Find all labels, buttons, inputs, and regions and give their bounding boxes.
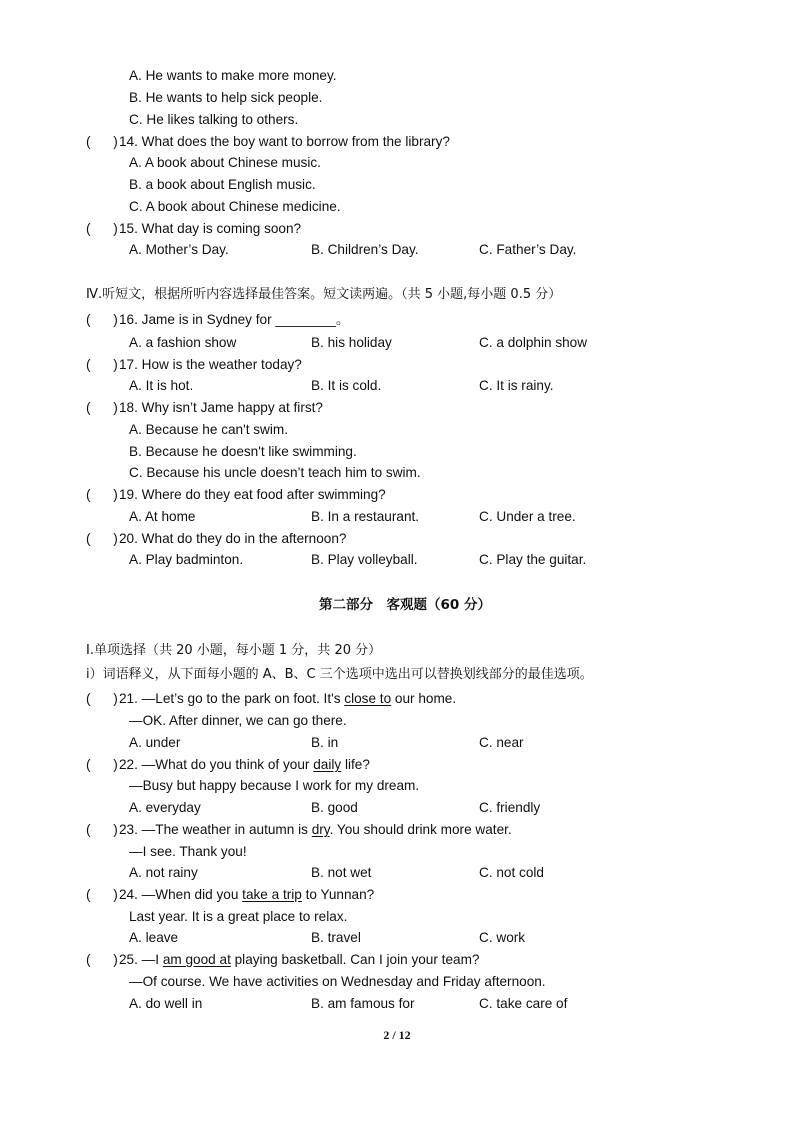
q21-underlined-phrase: close to	[344, 691, 392, 706]
q24-option-c: C. work	[479, 930, 526, 945]
q25-text	[119, 951, 479, 969]
q25-option-b: B. am famous for	[311, 996, 415, 1011]
q19-option-a: A. At home	[129, 509, 196, 524]
q21-option-b: B. in	[311, 735, 339, 750]
q20-option-a: A. Play badminton.	[129, 552, 244, 567]
q24-text	[119, 886, 374, 904]
q22-option-a: A. everyday	[129, 800, 201, 815]
answer-blank[interactable]: ( )	[86, 757, 118, 772]
q13-option-b: B. He wants to help sick people.	[129, 90, 323, 105]
answer-blank[interactable]: ( )	[86, 221, 118, 236]
q20-option-c: C. Play the guitar.	[479, 552, 587, 567]
q18-option-c: C. Because his uncle doesn’t teach him to swim.	[129, 465, 421, 480]
answer-blank[interactable]: ( )	[86, 952, 118, 967]
q24-option-b: B. travel	[311, 930, 361, 945]
q23-text-post: . You should drink more water.	[329, 822, 512, 837]
q14-text: 14. What does the boy want to borrow from the library?	[119, 134, 450, 149]
q22-option-c: C. friendly	[479, 800, 541, 815]
subsection-heading: ⅰ）词语释义，从下面每小题的 A、B、C 三个选项中选出可以替换划线部分的最佳选项。	[86, 667, 593, 682]
q24-text-post: to Yunnan?	[301, 887, 375, 902]
q13-option-c: C. He likes talking to others.	[129, 112, 299, 127]
q21-option-c: C. near	[479, 735, 524, 750]
q23-text-pre: 23. —The weather in autumn is	[119, 822, 312, 837]
answer-blank[interactable]: ( )	[86, 822, 118, 837]
q23-dialogue-reply: —I see. Thank you!	[129, 844, 247, 859]
q21-dialogue-reply: —OK. After dinner, we can go there.	[129, 713, 347, 728]
q15-text: 15. What day is coming soon?	[119, 221, 302, 236]
q19-option-c: C. Under a tree.	[479, 509, 576, 524]
q15-option-b: B. Children’s Day.	[311, 242, 419, 257]
q16-option-a: A. a fashion show	[129, 335, 237, 350]
q25-option-a: A. do well in	[129, 996, 203, 1011]
answer-blank[interactable]: ( )	[86, 887, 118, 902]
q22-option-b: B. good	[311, 800, 358, 815]
q25-option-c: C. take care of	[479, 996, 568, 1011]
q17-option-c: C. It is rainy.	[479, 378, 554, 393]
answer-blank[interactable]: ( )	[86, 312, 118, 327]
section-1-heading: Ⅰ.单项选择（共 20 小题，每小题 1 分，共 20 分）	[86, 643, 382, 658]
q23-option-b: B. not wet	[311, 865, 372, 880]
q17-text: 17. How is the weather today?	[119, 357, 302, 372]
q17-option-b: B. It is cold.	[311, 378, 382, 393]
q22-text-post: life?	[341, 757, 370, 772]
q20-option-b: B. Play volleyball.	[311, 552, 418, 567]
q14-option-a: A. A book about Chinese music.	[129, 155, 321, 170]
q21-option-a: A. under	[129, 735, 181, 750]
answer-blank[interactable]: ( )	[86, 357, 118, 372]
q18-text: 18. Why isn’t Jame happy at first?	[119, 400, 323, 415]
q23-option-c: C. not cold	[479, 865, 544, 880]
q13-option-a: A. He wants to make more money.	[129, 68, 337, 83]
q18-option-a: A. Because he can't swim.	[129, 422, 288, 437]
section-4-heading: Ⅳ.听短文，根据所听内容选择最佳答案。短文读两遍。（共 5 小题,每小题 0.5 分）	[86, 287, 562, 302]
q17-option-a: A. It is hot.	[129, 378, 194, 393]
answer-blank[interactable]: ( )	[86, 691, 118, 706]
q21-text-post: our home.	[391, 691, 457, 706]
q21-text-pre: 21. —Let’s go to the park on foot. It's	[119, 691, 345, 706]
answer-blank[interactable]: ( )	[86, 400, 118, 415]
q23-text	[119, 821, 512, 839]
q23-option-a: A. not rainy	[129, 865, 198, 880]
q15-option-a: A. Mother’s Day.	[129, 242, 229, 257]
q22-text	[119, 756, 370, 774]
q25-underlined-phrase: am good at	[162, 952, 231, 967]
answer-blank[interactable]: ( )	[86, 134, 118, 149]
answer-blank[interactable]: ( )	[86, 487, 118, 502]
q23-underlined-phrase: dry	[311, 822, 330, 837]
answer-blank[interactable]: ( )	[86, 531, 118, 546]
q24-option-a: A. leave	[129, 930, 179, 945]
q22-underlined-phrase: daily	[313, 757, 342, 772]
q20-text: 20. What do they do in the afternoon?	[119, 531, 347, 546]
q14-option-c: C. A book about Chinese medicine.	[129, 199, 341, 214]
q24-underlined-phrase: take a trip	[242, 887, 302, 902]
q22-text-pre: 22. —What do you think of your	[119, 757, 314, 772]
q25-dialogue-reply: —Of course. We have activities on Wednesday and Friday afternoon.	[129, 974, 546, 989]
page-number: 2 / 12	[383, 1028, 411, 1042]
q21-text	[119, 690, 456, 708]
q15-option-c: C. Father’s Day.	[479, 242, 577, 257]
part-2-title: 第二部分 客观题（60 分）	[319, 597, 491, 613]
q25-text-post: playing basketball. Can I join your team?	[230, 952, 480, 967]
q16-option-c: C. a dolphin show	[479, 335, 588, 350]
q14-option-b: B. a book about English music.	[129, 177, 316, 192]
q19-option-b: B. In a restaurant.	[311, 509, 420, 524]
q22-dialogue-reply: —Busy but happy because I work for my dream.	[129, 778, 420, 793]
q24-text-pre: 24. —When did you	[119, 887, 243, 902]
q16-option-b: B. his holiday	[311, 335, 392, 350]
q24-dialogue-reply: Last year. It is a great place to relax.	[129, 909, 348, 924]
q16-text: 16. Jame is in Sydney for ________。	[119, 312, 350, 327]
q19-text: 19. Where do they eat food after swimming?	[119, 487, 386, 502]
q18-option-b: B. Because he doesn't like swimming.	[129, 444, 357, 459]
q25-text-pre: 25. —I	[119, 952, 163, 967]
